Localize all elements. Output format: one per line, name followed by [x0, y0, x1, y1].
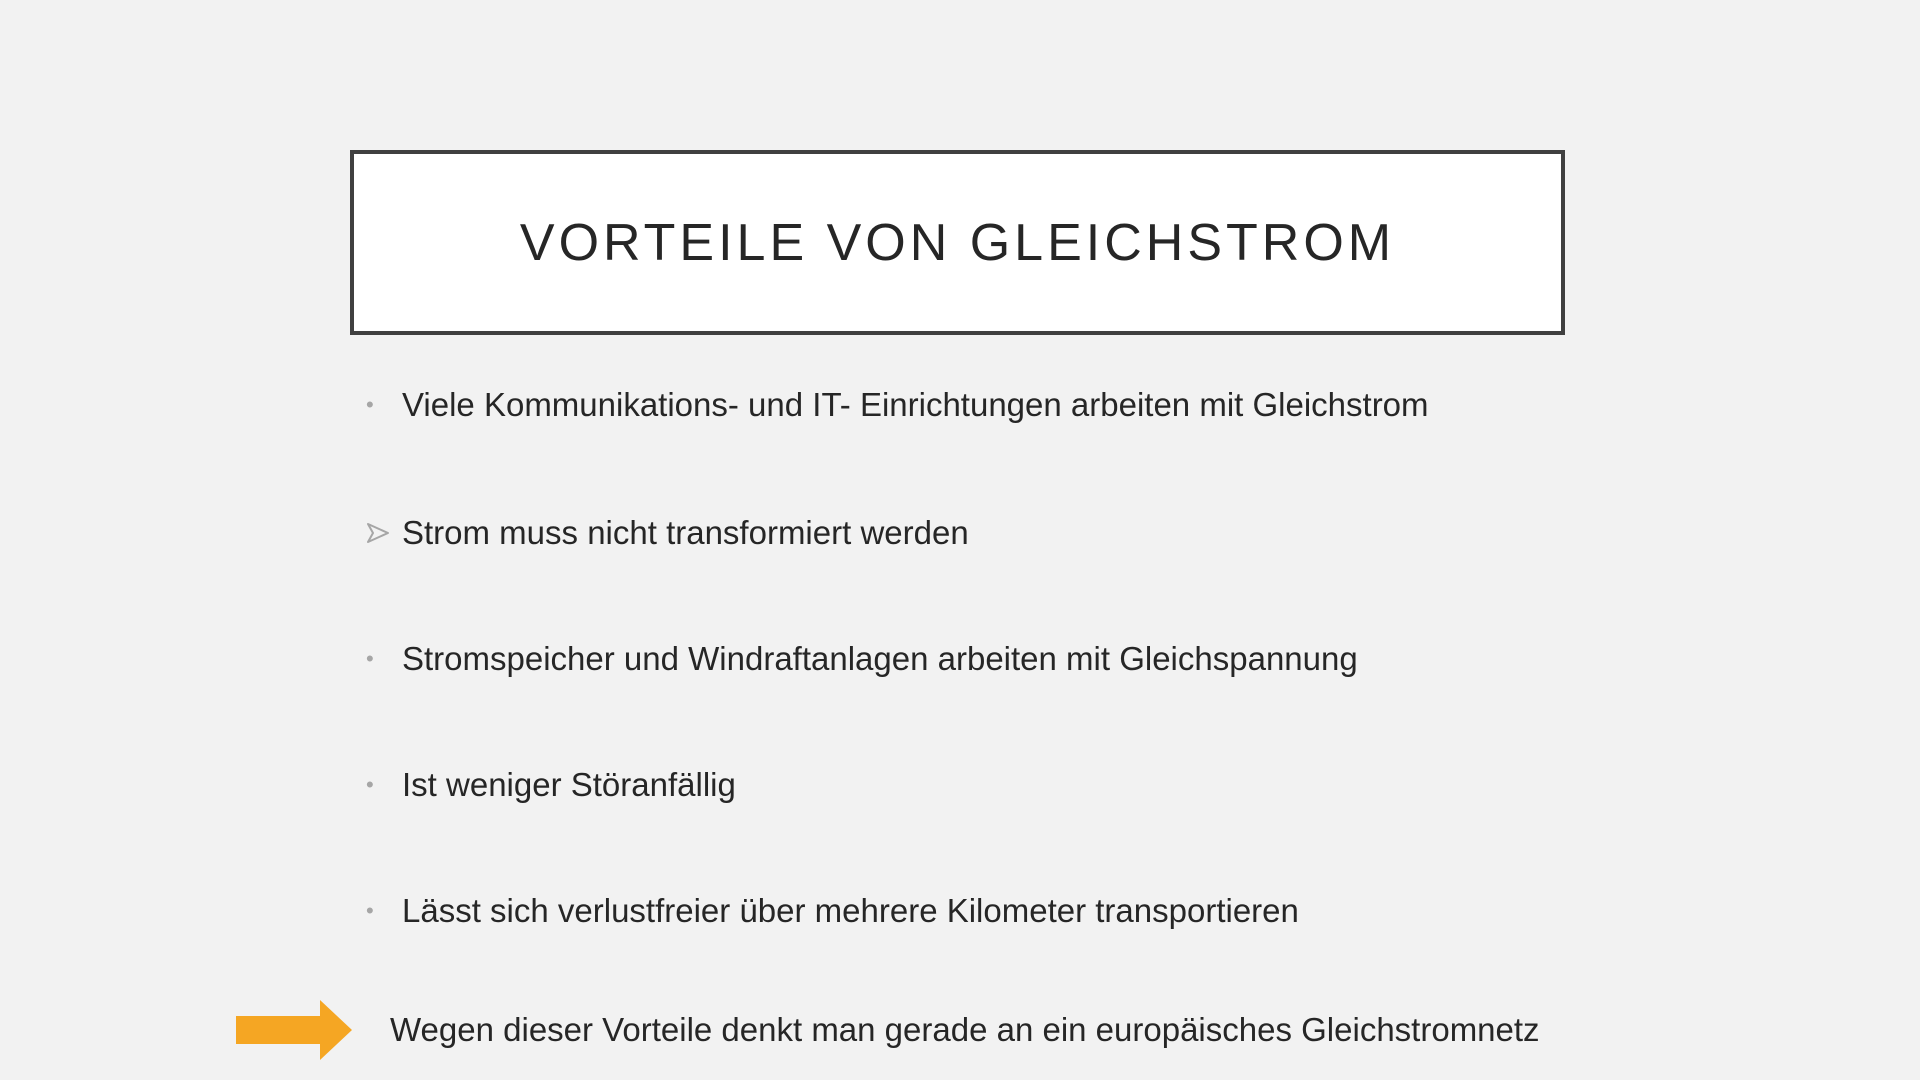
bullet-arrowhead-icon — [366, 521, 402, 545]
bullet-dot-icon: • — [366, 898, 374, 923]
bullet-item-3 — [366, 634, 1358, 684]
bullet-text: Strom muss nicht transformiert werden — [402, 514, 969, 551]
conclusion-text: Wegen dieser Vorteile denkt man gerade an ein europäisches Gleichstromnetz — [390, 1011, 1540, 1048]
bullet-item-1 — [366, 380, 1429, 430]
bullet-dot-icon: • — [366, 392, 374, 417]
right-arrow-icon — [236, 1000, 352, 1060]
bullet-dot-icon: • — [366, 646, 374, 671]
bullet-text: Ist weniger Störanfällig — [402, 766, 736, 803]
bullet-text: Stromspeicher und Windraftanlagen arbeiten mit Gleichspannung — [402, 640, 1358, 677]
bullet-item-2 — [366, 508, 969, 558]
slide-title: VORTEILE VON GLEICHSTROM — [519, 213, 1396, 272]
conclusion-row — [236, 1000, 1540, 1060]
bullet-text: Viele Kommunikations- und IT- Einrichtungen arbeiten mit Gleichstrom — [402, 386, 1429, 423]
bullet-item-4 — [366, 760, 736, 810]
bullet-item-5 — [366, 886, 1299, 936]
bullet-text: Lässt sich verlustfreier über mehrere Kilometer transportieren — [402, 892, 1299, 929]
title-box — [350, 150, 1565, 335]
bullet-dot-icon: • — [366, 772, 374, 797]
